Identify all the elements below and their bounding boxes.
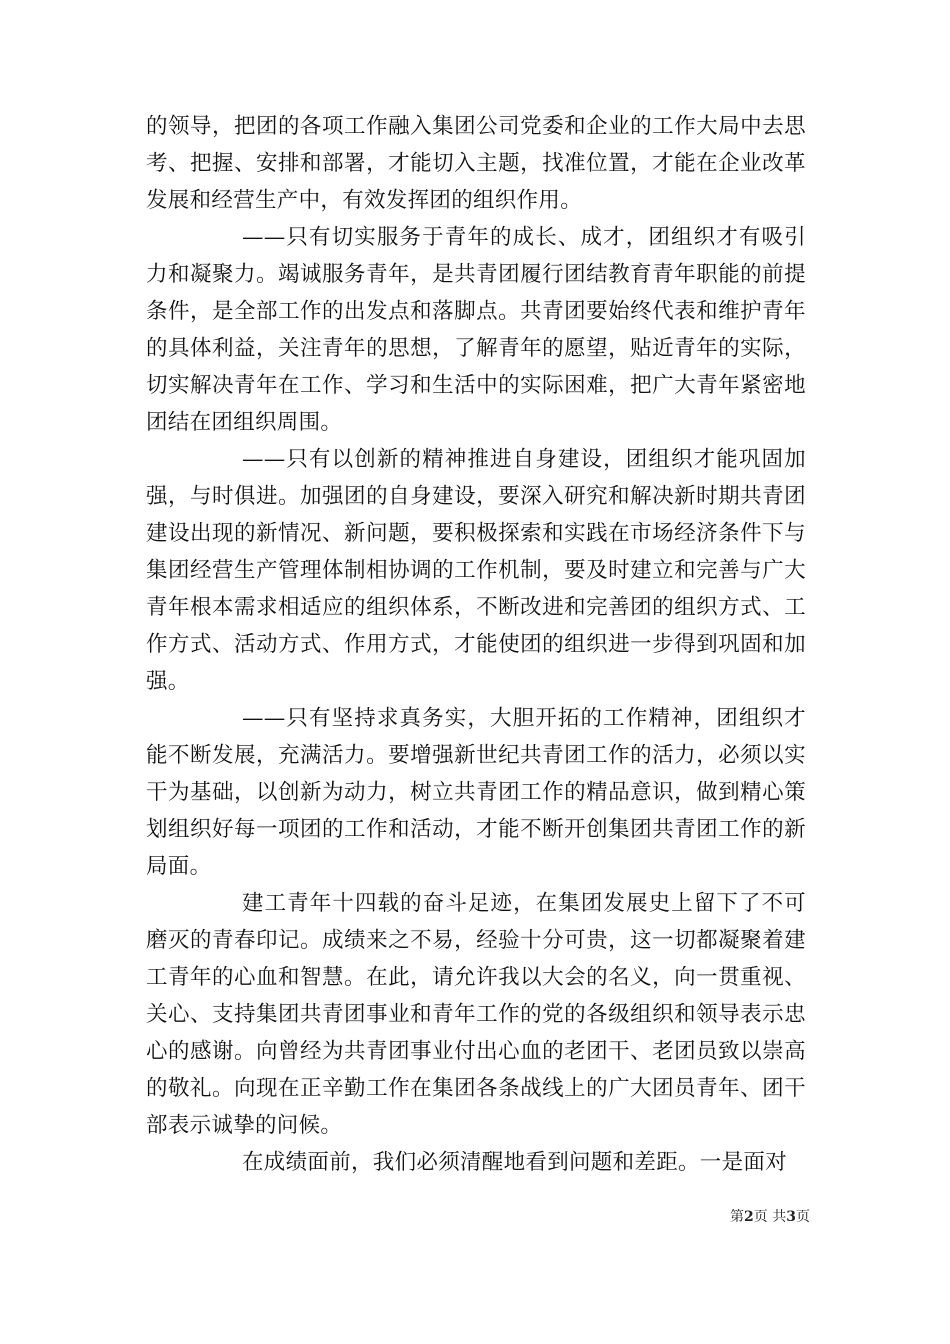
paragraph: ——只有坚持求真务实，大胆开拓的工作精神，团组织才能不断发展，充满活力。要增强新世纪共青团工作的活力，必须以实干为基础，以创新为动力，树立共青团工作的精品意识，做到精心策划组织好每一项团的工作和活动，才能不断开创集团共青团工作的新局面。	[146, 706, 806, 879]
paragraph: ——只有以创新的精神推进自身建设，团组织才能巩固加强，与时俱进。加强团的自身建设，要深入研究和解决新时期共青团建设出现的新情况、新问题，要积极探索和实践在市场经济条件下与集团经营生产管理体制相协调的工作机制，要及时建立和完善与广大青年根本需求相适应的组织体系，不断改进和完善团的组织方式、工作方式、活动方式、作用方式，才能使团的组织进一步得到巩固和加强。	[146, 447, 806, 694]
paragraph: 在成绩面前，我们必须清醒地看到问题和差距。一是面对	[242, 1150, 788, 1175]
paragraph: 建工青年十四载的奋斗足迹，在集团发展史上留下了不可磨灭的青春印记。成绩来之不易，经验十分可贵，这一切都凝聚着建工青年的心血和智慧。在此，请允许我以大会的名义，向一贯重视、关心、支持集团共青团事业和青年工作的党的各级组织和领导表示忠心的感谢。向曾经为共青团事业付出心血的老团干、老团员致以崇高的敬礼。向现在正辛勤工作在集团各条战线上的广大团员青年、团干部表示诚挚的问候。	[146, 891, 806, 1138]
total-page-number: 3	[786, 1209, 796, 1225]
footer-suffix: 页	[796, 1209, 810, 1225]
footer-prefix: 第	[730, 1209, 745, 1225]
paragraph: 的领导，把团的各项工作融入集团公司党委和企业的工作大局中去思考、把握、安排和部署，才能切入主题，找准位置，才能在企业改革发展和经营生产中，有效发挥团的组织作用。	[146, 114, 806, 213]
paragraph: ——只有切实服务于青年的成长、成才，团组织才有吸引力和凝聚力。竭诚服务青年，是共青团履行团结教育青年职能的前提条件，是全部工作的出发点和落脚点。共青团要始终代表和维护青年的具体利益，关注青年的思想，了解青年的愿望，贴近青年的实际，切实解决青年在工作、学习和生活中的实际困难，把广大青年紧密地团结在团组织周围。	[146, 225, 806, 435]
page-number-footer	[700, 1206, 810, 1226]
footer-middle: 页 共	[753, 1209, 787, 1225]
document-body	[146, 108, 806, 1181]
current-page-number: 2	[744, 1209, 754, 1225]
